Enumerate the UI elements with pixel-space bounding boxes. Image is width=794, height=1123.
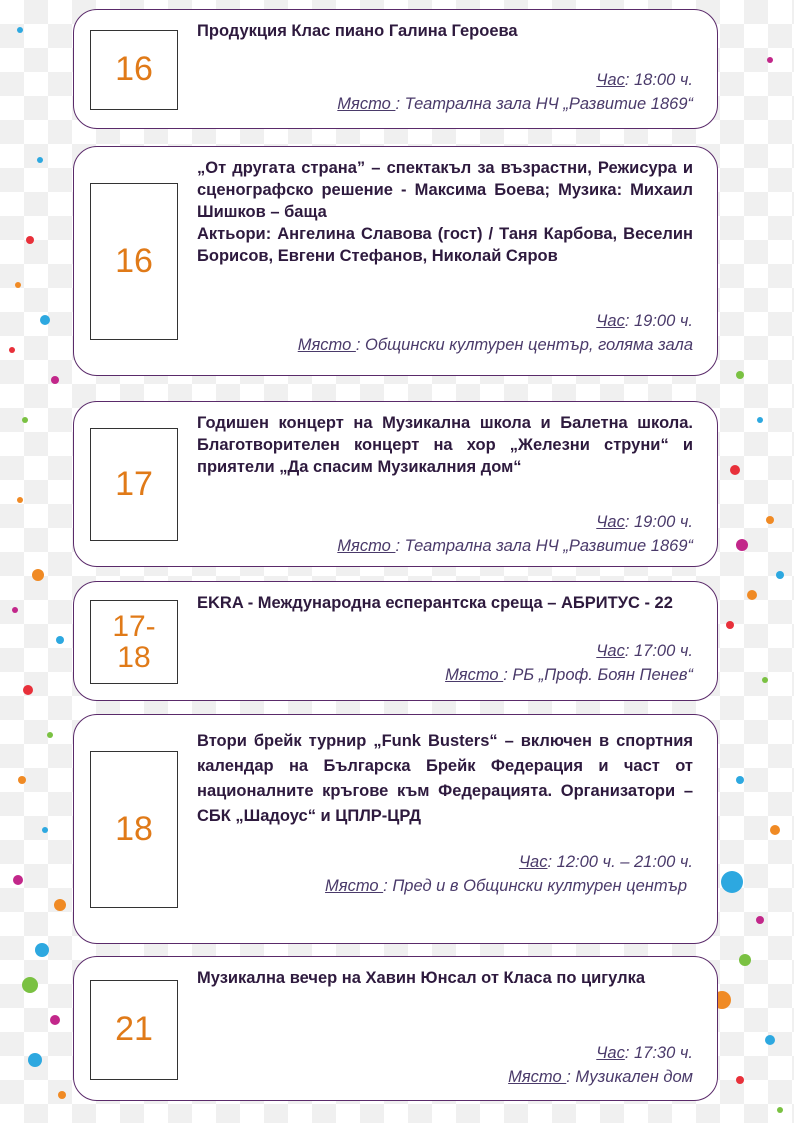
time-label: Час [596, 642, 625, 660]
place-value: : Театрална зала НЧ „Развитие 1869“ [395, 95, 693, 113]
description-line: Актьори: Ангелина Славова (гост) / Таня Карбова, Веселин Борисов, Евгени Стефанов, Николай Сяров [197, 225, 693, 265]
description-line: Годишен концерт на Музикална школа и Балетна школа. Благотворителен концерт на хор „Железни струни“ и приятели „Да спасим Музикалния дом“ [197, 414, 693, 476]
event-card [73, 9, 718, 129]
event-description [197, 592, 693, 614]
event-place [197, 874, 693, 898]
event-time [197, 850, 693, 874]
event-time [197, 510, 693, 534]
place-value: : Пред и в Общински културен център [383, 877, 687, 895]
event-meta [197, 850, 693, 898]
event-card [73, 714, 718, 944]
event-meta [197, 510, 693, 558]
date-box [90, 30, 178, 110]
time-label: Час [596, 312, 625, 330]
event-date: 18 [115, 809, 153, 848]
description-line: „От другата страна” – спектакъл за възрастни, Режисура и сценографско решение - Максима Боева; Музика: Михаил Шишков – баща [197, 159, 693, 221]
place-value: : РБ „Проф. Боян Пенев“ [503, 666, 693, 684]
event-description [197, 20, 693, 42]
description-line: Музикална вечер на Хавин Юнсал от Класа по цигулка [197, 969, 646, 987]
event-place [197, 333, 693, 357]
event-time [197, 1041, 693, 1065]
time-label: Час [596, 513, 625, 531]
event-meta [197, 639, 693, 687]
event-card [73, 401, 718, 567]
event-meta [197, 1041, 693, 1089]
time-value: : 19:00 ч. [624, 513, 693, 531]
event-description [197, 967, 693, 989]
place-label: Място [297, 336, 356, 354]
event-card [73, 146, 718, 376]
place-label: Място [445, 666, 504, 684]
event-date-end: 18 [117, 641, 151, 674]
date-box [90, 428, 178, 541]
description-line: EKRA - Международна есперантска среща – АБРИТУС - 22 [197, 594, 673, 612]
event-card [73, 956, 718, 1101]
event-place [197, 534, 693, 558]
event-meta [197, 68, 693, 116]
time-value: : 18:00 ч. [624, 71, 693, 89]
time-value: : 17:00 ч. [624, 642, 693, 660]
event-date: 16 [115, 241, 153, 280]
event-description [197, 412, 693, 478]
event-time [197, 309, 693, 333]
event-card [73, 581, 718, 701]
description-line: Втори брейк турнир „Funk Busters“ – включен в спортния календар на Българска Брейк Федерация и част от националните кръгове към Федерацията. Организатори – СБК „Шадоус“ и ЦПЛР-ЦРД [197, 732, 693, 825]
place-label: Място [337, 95, 396, 113]
date-box [90, 600, 178, 684]
event-date: 17 [115, 464, 153, 503]
place-label: Място [508, 1068, 567, 1086]
event-place [197, 663, 693, 687]
event-time [197, 639, 693, 663]
description-line: Продукция Клас пиано Галина Героева [197, 22, 518, 40]
time-label: Час [596, 1044, 625, 1062]
time-value: : 19:00 ч. [624, 312, 693, 330]
place-label: Място [325, 877, 384, 895]
event-time [197, 68, 693, 92]
event-description [197, 157, 693, 267]
time-value: : 12:00 ч. – 21:00 ч. [547, 853, 693, 871]
event-meta [197, 309, 693, 357]
time-label: Час [518, 853, 548, 871]
place-value: : Общински културен център, голяма зала [355, 336, 693, 354]
date-box [90, 980, 178, 1080]
date-box [90, 183, 178, 340]
place-value: : Театрална зала НЧ „Развитие 1869“ [395, 537, 693, 555]
date-box [90, 751, 178, 908]
place-value: : Музикален дом [566, 1068, 693, 1086]
event-description [197, 729, 693, 829]
event-place [197, 1065, 693, 1089]
event-date [112, 611, 155, 674]
event-date-start: 17- [112, 609, 156, 643]
place-label: Място [337, 537, 396, 555]
time-label: Час [596, 71, 625, 89]
event-place [197, 92, 693, 116]
event-date: 21 [115, 1010, 153, 1049]
event-date: 16 [115, 50, 153, 89]
time-value: : 17:30 ч. [624, 1044, 693, 1062]
